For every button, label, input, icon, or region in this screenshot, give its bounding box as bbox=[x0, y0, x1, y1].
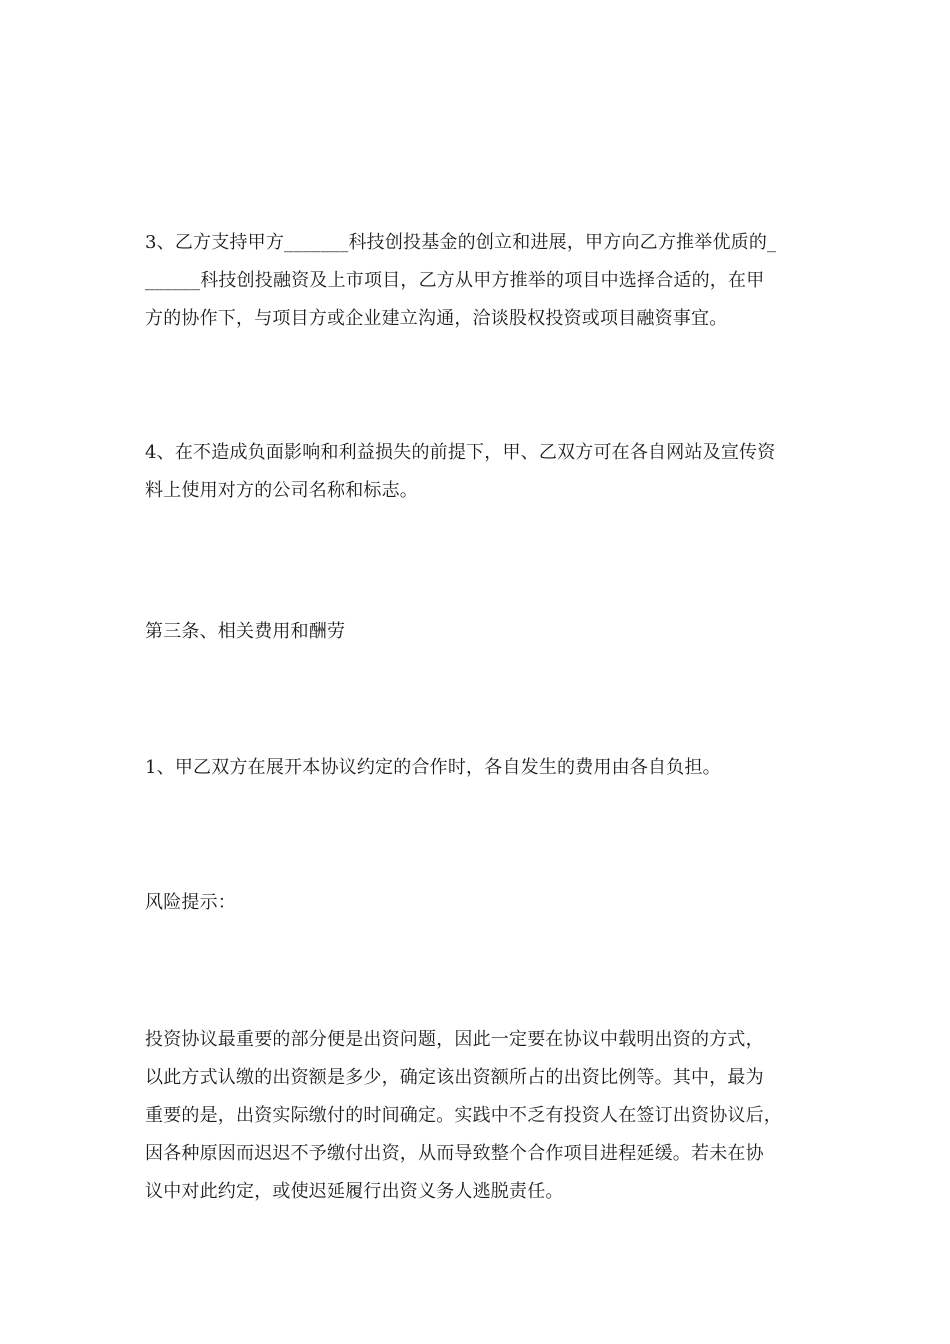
clause-4-line: 4、在不造成负面影响和利益损失的前提下，甲、乙双方可在各自网站及宣传资 bbox=[145, 442, 776, 463]
risk-text-line: 重要的是，出资实际缴付的时间确定。实践中不乏有投资人在签订出资协议后， bbox=[145, 1105, 782, 1126]
clause-3-line: 方的协作下，与项目方或企业建立沟通，洽谈股权投资或项目融资事宜。 bbox=[145, 308, 728, 329]
clause-4-line: 料上使用对方的公司名称和标志。 bbox=[145, 480, 418, 501]
clause-3-paragraph bbox=[145, 224, 810, 338]
article-3-heading: 第三条、相关费用和酬劳 bbox=[145, 621, 346, 642]
clause-3-line: 3、乙方支持甲方_______科技创投基金的创立和进展，甲方向乙方推举优质的_ bbox=[145, 232, 777, 253]
risk-text-line: 投资协议最重要的部分便是出资问题，因此一定要在协议中载明出资的方式， bbox=[145, 1029, 764, 1050]
clause-4-paragraph bbox=[145, 434, 810, 510]
risk-text-line: 议中对此约定，或使迟延履行出资义务人逃脱责任。 bbox=[145, 1181, 564, 1202]
risk-text-line: 以此方式认缴的出资额是多少，确定该出资额所占的出资比例等。其中，最为 bbox=[145, 1067, 764, 1088]
risk-text-paragraph bbox=[145, 1021, 810, 1211]
fee-clause-1-paragraph: 1、甲乙双方在展开本协议约定的合作时，各自发生的费用由各自负担。 bbox=[145, 757, 721, 778]
risk-heading: 风险提示： bbox=[145, 892, 236, 913]
clause-3-line: ______科技创投融资及上市项目，乙方从甲方推举的项目中选择合适的，在甲 bbox=[145, 270, 765, 291]
risk-text-line: 因各种原因而迟迟不予缴付出资，从而导致整个合作项目进程延缓。若未在协 bbox=[145, 1143, 764, 1164]
